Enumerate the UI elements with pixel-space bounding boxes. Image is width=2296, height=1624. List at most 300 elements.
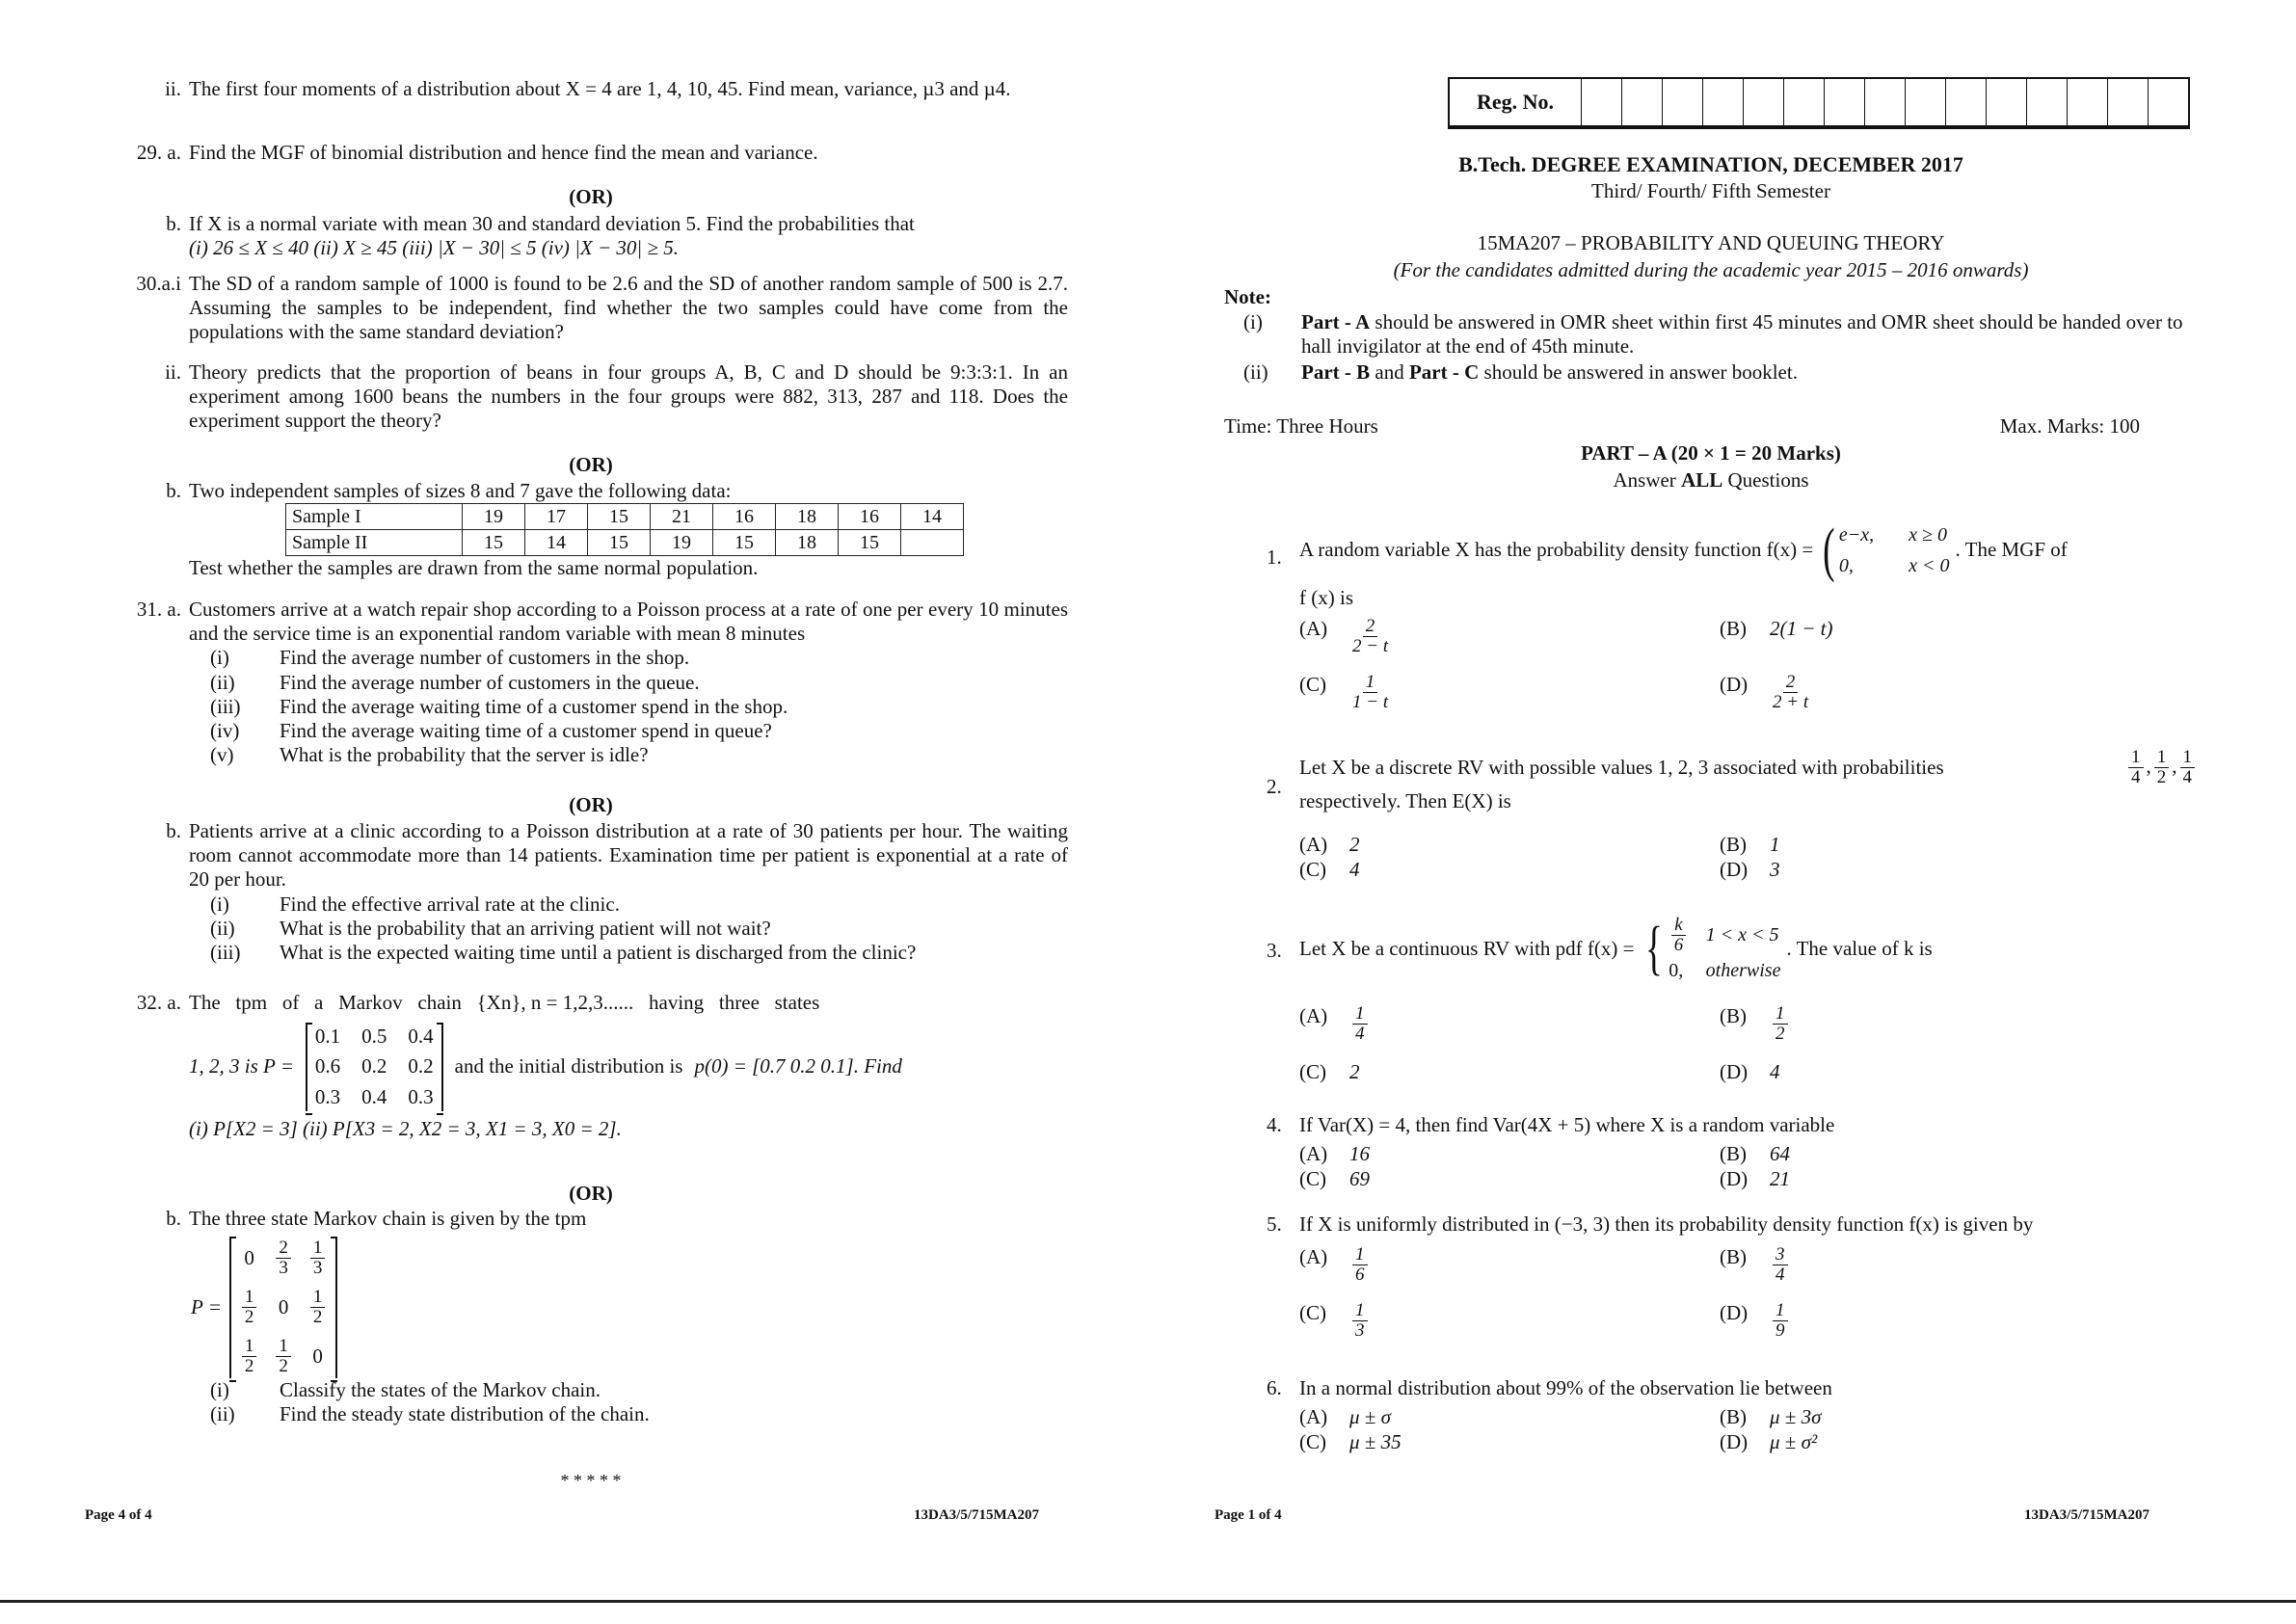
fraction — [1352, 673, 1388, 712]
option-key: (C) — [1299, 673, 1326, 696]
question-text: The first four moments of a distribution about X = 4 are 1, 4, 10, 45. Find mean, variance, µ3 and µ4. — [189, 77, 1011, 100]
numerator: 2 — [1783, 673, 1799, 693]
denominator: 2 — [279, 1355, 288, 1376]
question-label: ii. — [165, 360, 181, 384]
question-text — [189, 212, 1068, 260]
numerator: 1 — [310, 1288, 326, 1308]
matrix-entry: 0.3 — [408, 1084, 434, 1108]
question-number: 29. a. — [136, 141, 181, 164]
sub-question — [210, 892, 1068, 917]
numerator: 2 — [1363, 617, 1378, 637]
denominator: 2 — [1775, 1023, 1785, 1044]
question-32b — [114, 1207, 1068, 1426]
matrix-entry: 0.1 — [314, 1025, 341, 1049]
reg-no-cell[interactable] — [1703, 79, 1744, 125]
sub-question-label: (ii) — [210, 1402, 235, 1425]
table-cell: 17 — [525, 504, 588, 530]
option-value: 2(1 − t) — [1770, 617, 1833, 640]
answer-option[interactable] — [1720, 617, 1833, 641]
mcq-question-1 — [1224, 518, 2198, 712]
sub-question-label: (iii) — [210, 694, 241, 718]
table-row — [286, 504, 964, 530]
question-number: 4. — [1267, 1113, 1282, 1136]
part-a-title: PART – A (20 × 1 = 20 Marks) — [1581, 441, 1841, 465]
numerator: k — [1671, 916, 1685, 936]
sub-question — [210, 917, 1068, 941]
question-30b — [114, 479, 1068, 580]
question-label: ii. — [165, 77, 181, 100]
admission-note: (For the candidates admitted during the academic year 2015 – 2016 onwards) — [1393, 258, 2029, 281]
sub-question-text: Find the average number of customers in the queue. — [280, 670, 700, 694]
sub-question-label: (i) — [210, 646, 229, 670]
table-row — [286, 530, 964, 556]
exam-title: B.Tech. DEGREE EXAMINATION, DECEMBER 2017 — [1458, 152, 1963, 176]
question-find: (i) P[X2 = 3] (ii) P[X3 = 2, X2 = 3, X1 = 3, X0 = 2]. — [189, 1116, 622, 1140]
question-text: The three state Markov chain is given by the tpm — [189, 1207, 587, 1230]
sub-question-text: Find the effective arrival rate at the clinic. — [280, 892, 620, 916]
denominator: 2 — [244, 1307, 254, 1327]
question-28-ii — [114, 77, 1068, 101]
exam-page-4 — [85, 0, 1068, 1600]
question-text: If X is uniformly distributed in (−3, 3) then its probability density function f(x) is given by — [1299, 1212, 2034, 1236]
course-title: 15MA207 – PROBABILITY AND QUEUING THEORY — [1477, 231, 1945, 254]
registration-number-box[interactable] — [1448, 77, 2190, 129]
question-text: Theory predicts that the proportion of beans in four groups A, B, C and D should be 9:3:3:1. In an experiment among 1600 beans the numbers in the four groups were 882, 313, 287 and 118. Does the experiment support the theory? — [189, 360, 1068, 433]
sub-question-label: (i) — [210, 1377, 229, 1401]
option-key: (B) — [1720, 1405, 1747, 1428]
question-text-after: Test whether the samples are drawn from the same normal population. — [189, 556, 759, 580]
table-cell: 15 — [839, 530, 901, 556]
option-value: μ ± 3σ — [1770, 1405, 1822, 1428]
initial-distribution-label: and the initial distribution is — [454, 1054, 683, 1078]
option-key: (B) — [1720, 1004, 1747, 1027]
reg-no-cell[interactable] — [2149, 79, 2188, 125]
case-cond: x ≥ 0 — [1909, 524, 1947, 546]
matrix-entry: 0.2 — [408, 1054, 434, 1078]
piecewise-function — [1819, 518, 1950, 583]
answer-option[interactable] — [1299, 858, 1360, 882]
answer-option[interactable] — [1720, 673, 1811, 712]
denominator: 6 — [1673, 934, 1684, 955]
numerator: 1 — [1352, 1301, 1368, 1321]
answer-option[interactable] — [1720, 1245, 1791, 1285]
option-key: (D) — [1720, 1167, 1749, 1190]
note-item — [1243, 360, 2198, 385]
question-text-after: . The MGF of — [1955, 538, 2068, 562]
matrix-entry: 0.2 — [361, 1054, 387, 1078]
case-expr: 0, — [1838, 555, 1854, 576]
brace-open: { — [1645, 916, 1664, 982]
paper-code: 13DA3/5/715MA207 — [2024, 1507, 2149, 1523]
option-key: (B) — [1720, 833, 1747, 856]
table-cell: 19 — [651, 530, 713, 556]
option-value: 16 — [1349, 1142, 1370, 1165]
sub-question-label: (ii) — [210, 916, 235, 940]
question-text: The tpm of a Markov chain {Xn}, n = 1,2,3...... having three states — [189, 991, 820, 1014]
question-number: 2. — [1267, 775, 1282, 798]
instruction-text: Answer — [1613, 468, 1682, 492]
sub-question — [210, 646, 1068, 670]
numerator: 1 — [310, 1238, 326, 1259]
note-bold: Part - A — [1301, 310, 1371, 333]
answer-option[interactable] — [1299, 1142, 1370, 1166]
sub-question-text: What is the probability that an arriving patient will not wait? — [280, 916, 771, 940]
option-value: 21 — [1770, 1167, 1790, 1190]
or-separator: (OR) — [569, 793, 613, 816]
numerator: 1 — [1352, 1004, 1368, 1025]
mcq-question-4 — [1224, 1113, 2198, 1190]
instruction-bold: ALL — [1681, 468, 1723, 492]
transition-matrix — [306, 1023, 443, 1111]
fraction — [1773, 673, 1808, 712]
fraction — [1773, 1004, 1788, 1044]
exam-time: Time: Three Hours — [1224, 414, 1378, 438]
sub-question — [210, 671, 1068, 695]
reg-no-cell[interactable] — [2068, 79, 2108, 125]
option-key: (A) — [1299, 833, 1328, 856]
sub-question-label: (iii) — [210, 940, 241, 964]
reg-no-cell[interactable] — [1582, 79, 1622, 125]
answer-option[interactable] — [1299, 1405, 1391, 1429]
case-cond: 1 < x < 5 — [1705, 924, 1779, 946]
denominator: 4 — [1355, 1023, 1365, 1044]
question-text: Patients arrive at a clinic according to a Poisson distribution at a rate of 30 patients per hour. The waiting room cannot accommodate more than 14 patients. Examination time per patient is exponential at a rate of 20 per hour. — [189, 819, 1068, 892]
denominator: 4 — [2131, 766, 2141, 787]
question-text: Two independent samples of sizes 8 and 7 gave the following data: — [189, 479, 732, 502]
sub-question-text: Find the average waiting time of a customer spend in queue? — [280, 718, 772, 742]
denominator: 3 — [312, 1258, 323, 1279]
reg-no-cell[interactable] — [1987, 79, 2027, 125]
denominator: 2 — [312, 1307, 323, 1327]
option-key: (A) — [1299, 617, 1328, 640]
reg-no-cell[interactable] — [1825, 79, 1865, 125]
sub-question — [210, 1378, 1068, 1402]
matrix-entry: 0 — [312, 1344, 323, 1368]
sub-question-text: Find the average waiting time of a customer spend in the shop. — [280, 694, 788, 718]
denominator: 4 — [1775, 1264, 1785, 1285]
question-number: 1. — [1267, 546, 1282, 569]
question-number: 31. a. — [136, 598, 181, 621]
option-value: 4 — [1349, 858, 1360, 881]
semester: Third/ Fourth/ Fifth Semester — [1591, 179, 1830, 202]
numerator: 1 — [1363, 673, 1378, 693]
matrix-entry: 0.6 — [314, 1054, 341, 1078]
question-text: Customers arrive at a watch repair shop according to a Poisson process at a rate of one per every 10 minutes and the service time is an exponential random variable with mean 8 minutes — [189, 598, 1068, 646]
fraction — [310, 1288, 326, 1327]
table-cell: 16 — [839, 504, 901, 530]
question-text-main: If X is a normal variate with mean 30 and standard deviation 5. Find the probabilities that — [189, 212, 915, 235]
question-number: 6. — [1267, 1376, 1282, 1399]
question-number: 30.a.i — [136, 272, 181, 295]
cases-grid — [1669, 916, 1780, 982]
reg-no-cell[interactable] — [1744, 79, 1784, 125]
answer-option[interactable] — [1299, 617, 1391, 656]
option-value: μ ± σ — [1349, 1405, 1391, 1428]
scan-bottom-edge — [0, 1600, 2296, 1624]
question-continuation: f (x) is — [1299, 586, 1353, 609]
option-key: (D) — [1720, 1430, 1749, 1453]
question-number: 5. — [1267, 1212, 1282, 1236]
numerator: 1 — [1352, 1245, 1368, 1265]
case-expr: 0, — [1669, 959, 1684, 981]
table-cell — [901, 530, 964, 556]
sub-question-label: (v) — [210, 743, 234, 767]
question-stem — [1299, 748, 2198, 787]
mcq-question-5 — [1224, 1212, 2198, 1341]
note-bold: Part - B — [1301, 360, 1371, 385]
question-text: A random variable X has the probability density function f(x) = — [1299, 538, 1814, 562]
question-label: b. — [166, 212, 181, 235]
sub-question-list — [114, 646, 1068, 767]
sub-question — [210, 743, 1068, 767]
fraction — [242, 1337, 257, 1376]
option-key: (D) — [1720, 858, 1749, 881]
sub-question — [210, 941, 1068, 965]
answer-option[interactable] — [1299, 1430, 1402, 1454]
question-text: In a normal distribution about 99% of the observation lie between — [1299, 1376, 1832, 1399]
fraction — [276, 1238, 291, 1278]
or-separator: (OR) — [569, 1182, 613, 1205]
denominator: 2 — [2156, 766, 2167, 787]
reg-no-cell[interactable] — [1865, 79, 1906, 125]
table-cell: 15 — [463, 530, 525, 556]
note-text: should be answered in answer booklet. — [1479, 360, 1798, 385]
question-number: 32. a. — [136, 991, 181, 1014]
case-cond: x < 0 — [1909, 555, 1950, 576]
note-label: (i) — [1243, 310, 1263, 333]
question-29b — [114, 212, 1068, 260]
answer-option[interactable] — [1720, 1301, 1791, 1341]
row-label: Sample II — [286, 530, 463, 556]
option-key: (A) — [1299, 1245, 1328, 1268]
denominator: 1 − t — [1352, 691, 1389, 712]
answer-option[interactable] — [1299, 1301, 1371, 1341]
answer-option[interactable] — [1720, 1167, 1790, 1191]
table-cell: 21 — [651, 504, 713, 530]
paper-code: 13DA3/5/715MA207 — [914, 1507, 1039, 1523]
option-key: (A) — [1299, 1004, 1328, 1027]
notes-list — [1243, 310, 2198, 387]
sub-question-label: (iv) — [210, 718, 240, 742]
option-key: (A) — [1299, 1405, 1328, 1428]
question-stem — [1299, 518, 2198, 583]
exam-page-1 — [1215, 0, 2198, 1600]
option-key: (D) — [1720, 1060, 1749, 1083]
fraction — [310, 1238, 326, 1278]
table-cell: 15 — [713, 530, 776, 556]
fraction — [1352, 617, 1388, 656]
table-cell: 16 — [713, 504, 776, 530]
fraction — [242, 1288, 257, 1327]
paren-open: ( — [1823, 518, 1835, 583]
answer-option[interactable] — [1720, 1405, 1821, 1429]
question-label: b. — [166, 819, 181, 842]
note-label: (ii) — [1243, 360, 1268, 385]
fraction — [1773, 1301, 1788, 1341]
comma: , — [2172, 754, 2177, 778]
answer-option[interactable] — [1299, 1245, 1371, 1285]
option-key: (B) — [1720, 1142, 1747, 1165]
sub-question-text: What is the probability that the server is idle? — [280, 743, 649, 767]
option-key: (D) — [1720, 673, 1749, 696]
numerator: 2 — [276, 1238, 291, 1259]
reg-no-cell[interactable] — [1784, 79, 1825, 125]
answer-option[interactable] — [1299, 1167, 1370, 1191]
reg-no-cells[interactable] — [1582, 79, 2188, 125]
answer-option[interactable] — [1299, 833, 1360, 857]
mcq-question-3 — [1224, 915, 2198, 1083]
question-31b — [114, 819, 1068, 965]
option-key: (C) — [1299, 1167, 1326, 1190]
mcq-question-6 — [1224, 1376, 2198, 1453]
option-value: 2 — [1349, 833, 1360, 856]
numerator: 1 — [2180, 748, 2196, 768]
sub-question-list — [114, 1378, 1068, 1426]
or-separator: (OR) — [569, 453, 613, 476]
fraction — [276, 1337, 291, 1376]
question-30ai — [114, 272, 1068, 345]
answer-option[interactable] — [1720, 1004, 1791, 1044]
sub-question-text: Find the average number of customers in the shop. — [280, 646, 690, 670]
table-cell: 19 — [463, 504, 525, 530]
numerator: 1 — [242, 1288, 257, 1308]
reg-no-cell[interactable] — [1946, 79, 1987, 125]
page-number: Page 4 of 4 — [85, 1507, 152, 1523]
fraction — [1352, 1301, 1368, 1341]
tpm-line — [189, 1023, 1068, 1111]
answer-option[interactable] — [1720, 858, 1780, 882]
transition-matrix — [229, 1237, 338, 1378]
reg-no-cell[interactable] — [2027, 79, 2068, 125]
answer-option[interactable] — [1720, 1060, 1780, 1084]
note-item — [1243, 310, 2198, 359]
answer-option[interactable] — [1299, 673, 1391, 712]
note-label: Note: — [1224, 285, 1271, 308]
question-stem — [1299, 916, 2198, 982]
matrix-prefix: 1, 2, 3 is P = — [189, 1054, 294, 1078]
reg-no-cell[interactable] — [1906, 79, 1946, 125]
reg-no-cell[interactable] — [2108, 79, 2149, 125]
denominator: 6 — [1355, 1264, 1365, 1285]
denominator: 2 − t — [1352, 635, 1389, 656]
matrix-entry: 0.4 — [361, 1084, 387, 1108]
sub-question — [210, 719, 1068, 743]
option-key: (B) — [1720, 1245, 1747, 1268]
note-text — [1301, 310, 2198, 359]
numerator: 1 — [1773, 1004, 1788, 1025]
option-key: (B) — [1720, 617, 1747, 640]
tpm-b-line — [191, 1237, 1068, 1378]
question-text-after: . The value of k is — [1786, 936, 1933, 960]
question-text: The SD of a random sample of 1000 is found to be 2.6 and the SD of another random sample of 500 is 2.7. Assuming the samples to be independent, find whether the two samples could have come from the populations with the same standard deviation? — [189, 272, 1068, 344]
fraction — [1671, 916, 1685, 955]
matrix-entry: 0.4 — [408, 1025, 434, 1049]
question-continuation: respectively. Then E(X) is — [1299, 788, 1511, 812]
page-number: Page 1 of 4 — [1215, 1507, 1282, 1523]
table-cell: 14 — [901, 504, 964, 530]
option-key: (C) — [1299, 1060, 1326, 1083]
max-marks: Max. Marks: 100 — [1999, 414, 2140, 438]
probabilities — [2125, 748, 2198, 787]
table-cell: 18 — [776, 530, 839, 556]
table-cell: 15 — [588, 530, 651, 556]
question-parts: (i) 26 ≤ X ≤ 40 (ii) X ≥ 45 (iii) |X − 30| ≤ 5 (iv) |X − 30| ≥ 5. — [189, 236, 679, 260]
option-value: 69 — [1349, 1167, 1370, 1190]
sub-question — [210, 695, 1068, 719]
numerator: 1 — [2128, 748, 2144, 768]
question-text: Let X be a continuous RV with pdf f(x) = — [1299, 936, 1635, 960]
note-bold: Part - C — [1408, 360, 1480, 385]
numerator: 1 — [276, 1337, 291, 1357]
option-key: (C) — [1299, 1301, 1326, 1324]
answer-option[interactable] — [1720, 1142, 1790, 1166]
answer-option[interactable] — [1299, 1004, 1371, 1044]
reg-no-cell[interactable] — [1622, 79, 1663, 125]
sub-question-text: Find the steady state distribution of the chain. — [280, 1402, 650, 1425]
initial-distribution: p(0) = [0.7 0.2 0.1]. Find — [694, 1054, 902, 1078]
option-key: (D) — [1720, 1301, 1749, 1324]
answer-option[interactable] — [1299, 1060, 1360, 1084]
sub-question — [210, 1402, 1068, 1426]
reg-no-cell[interactable] — [1663, 79, 1703, 125]
denominator: 2 — [244, 1355, 254, 1376]
sub-question-label: (ii) — [210, 670, 235, 694]
option-value: μ ± 35 — [1349, 1430, 1402, 1453]
numerator: 1 — [1773, 1301, 1788, 1321]
end-marker: * * * * * — [560, 1471, 622, 1490]
answer-all-instruction — [1224, 468, 2198, 493]
denominator: 2 + t — [1773, 691, 1809, 712]
sample-data-table — [285, 503, 964, 556]
matrix-entry: 0.3 — [314, 1084, 341, 1108]
matrix-entry: 0.5 — [361, 1025, 387, 1049]
denominator: 9 — [1775, 1319, 1785, 1341]
table-cell: 18 — [776, 504, 839, 530]
fraction — [1773, 1245, 1788, 1285]
option-value: 3 — [1770, 858, 1780, 881]
comma: , — [2146, 754, 2151, 778]
mcq-question-2 — [1224, 747, 2198, 881]
question-31a — [114, 598, 1068, 767]
denominator: 4 — [2182, 766, 2192, 787]
answer-option[interactable] — [1720, 1430, 1817, 1454]
sub-question-text: Classify the states of the Markov chain. — [280, 1377, 601, 1401]
matrix-entry: 0 — [278, 1294, 289, 1318]
numerator: 1 — [2154, 748, 2170, 768]
question-text: If Var(X) = 4, then find Var(4X + 5) where X is a random variable — [1299, 1113, 1835, 1136]
answer-option[interactable] — [1720, 833, 1780, 857]
question-label: b. — [166, 1207, 181, 1230]
sub-question-list — [114, 892, 1068, 966]
option-value: 64 — [1770, 1142, 1790, 1165]
option-key: (C) — [1299, 1430, 1326, 1453]
question-label: b. — [166, 479, 181, 502]
fraction — [2128, 748, 2144, 787]
fraction — [1352, 1004, 1368, 1044]
reg-no-label: Reg. No. — [1450, 79, 1582, 125]
question-text: Let X be a discrete RV with possible values 1, 2, 3 associated with probabilities — [1299, 755, 1944, 779]
matrix-entry: 0 — [244, 1246, 254, 1270]
denominator: 3 — [1355, 1319, 1365, 1341]
table-cell: 15 — [588, 504, 651, 530]
numerator: 1 — [242, 1337, 257, 1357]
question-text: Find the MGF of binomial distribution and hence find the mean and variance. — [189, 141, 818, 164]
sub-question-text: What is the expected waiting time until a patient is discharged from the clinic? — [280, 940, 917, 964]
option-value: 1 — [1770, 833, 1780, 856]
sub-question-label: (i) — [210, 892, 229, 916]
note-text: and — [1370, 360, 1409, 385]
note-text: should be answered in OMR sheet within first 45 minutes and OMR sheet should be handed over to hall invigilator at the end of 45th minute. — [1301, 310, 2183, 359]
